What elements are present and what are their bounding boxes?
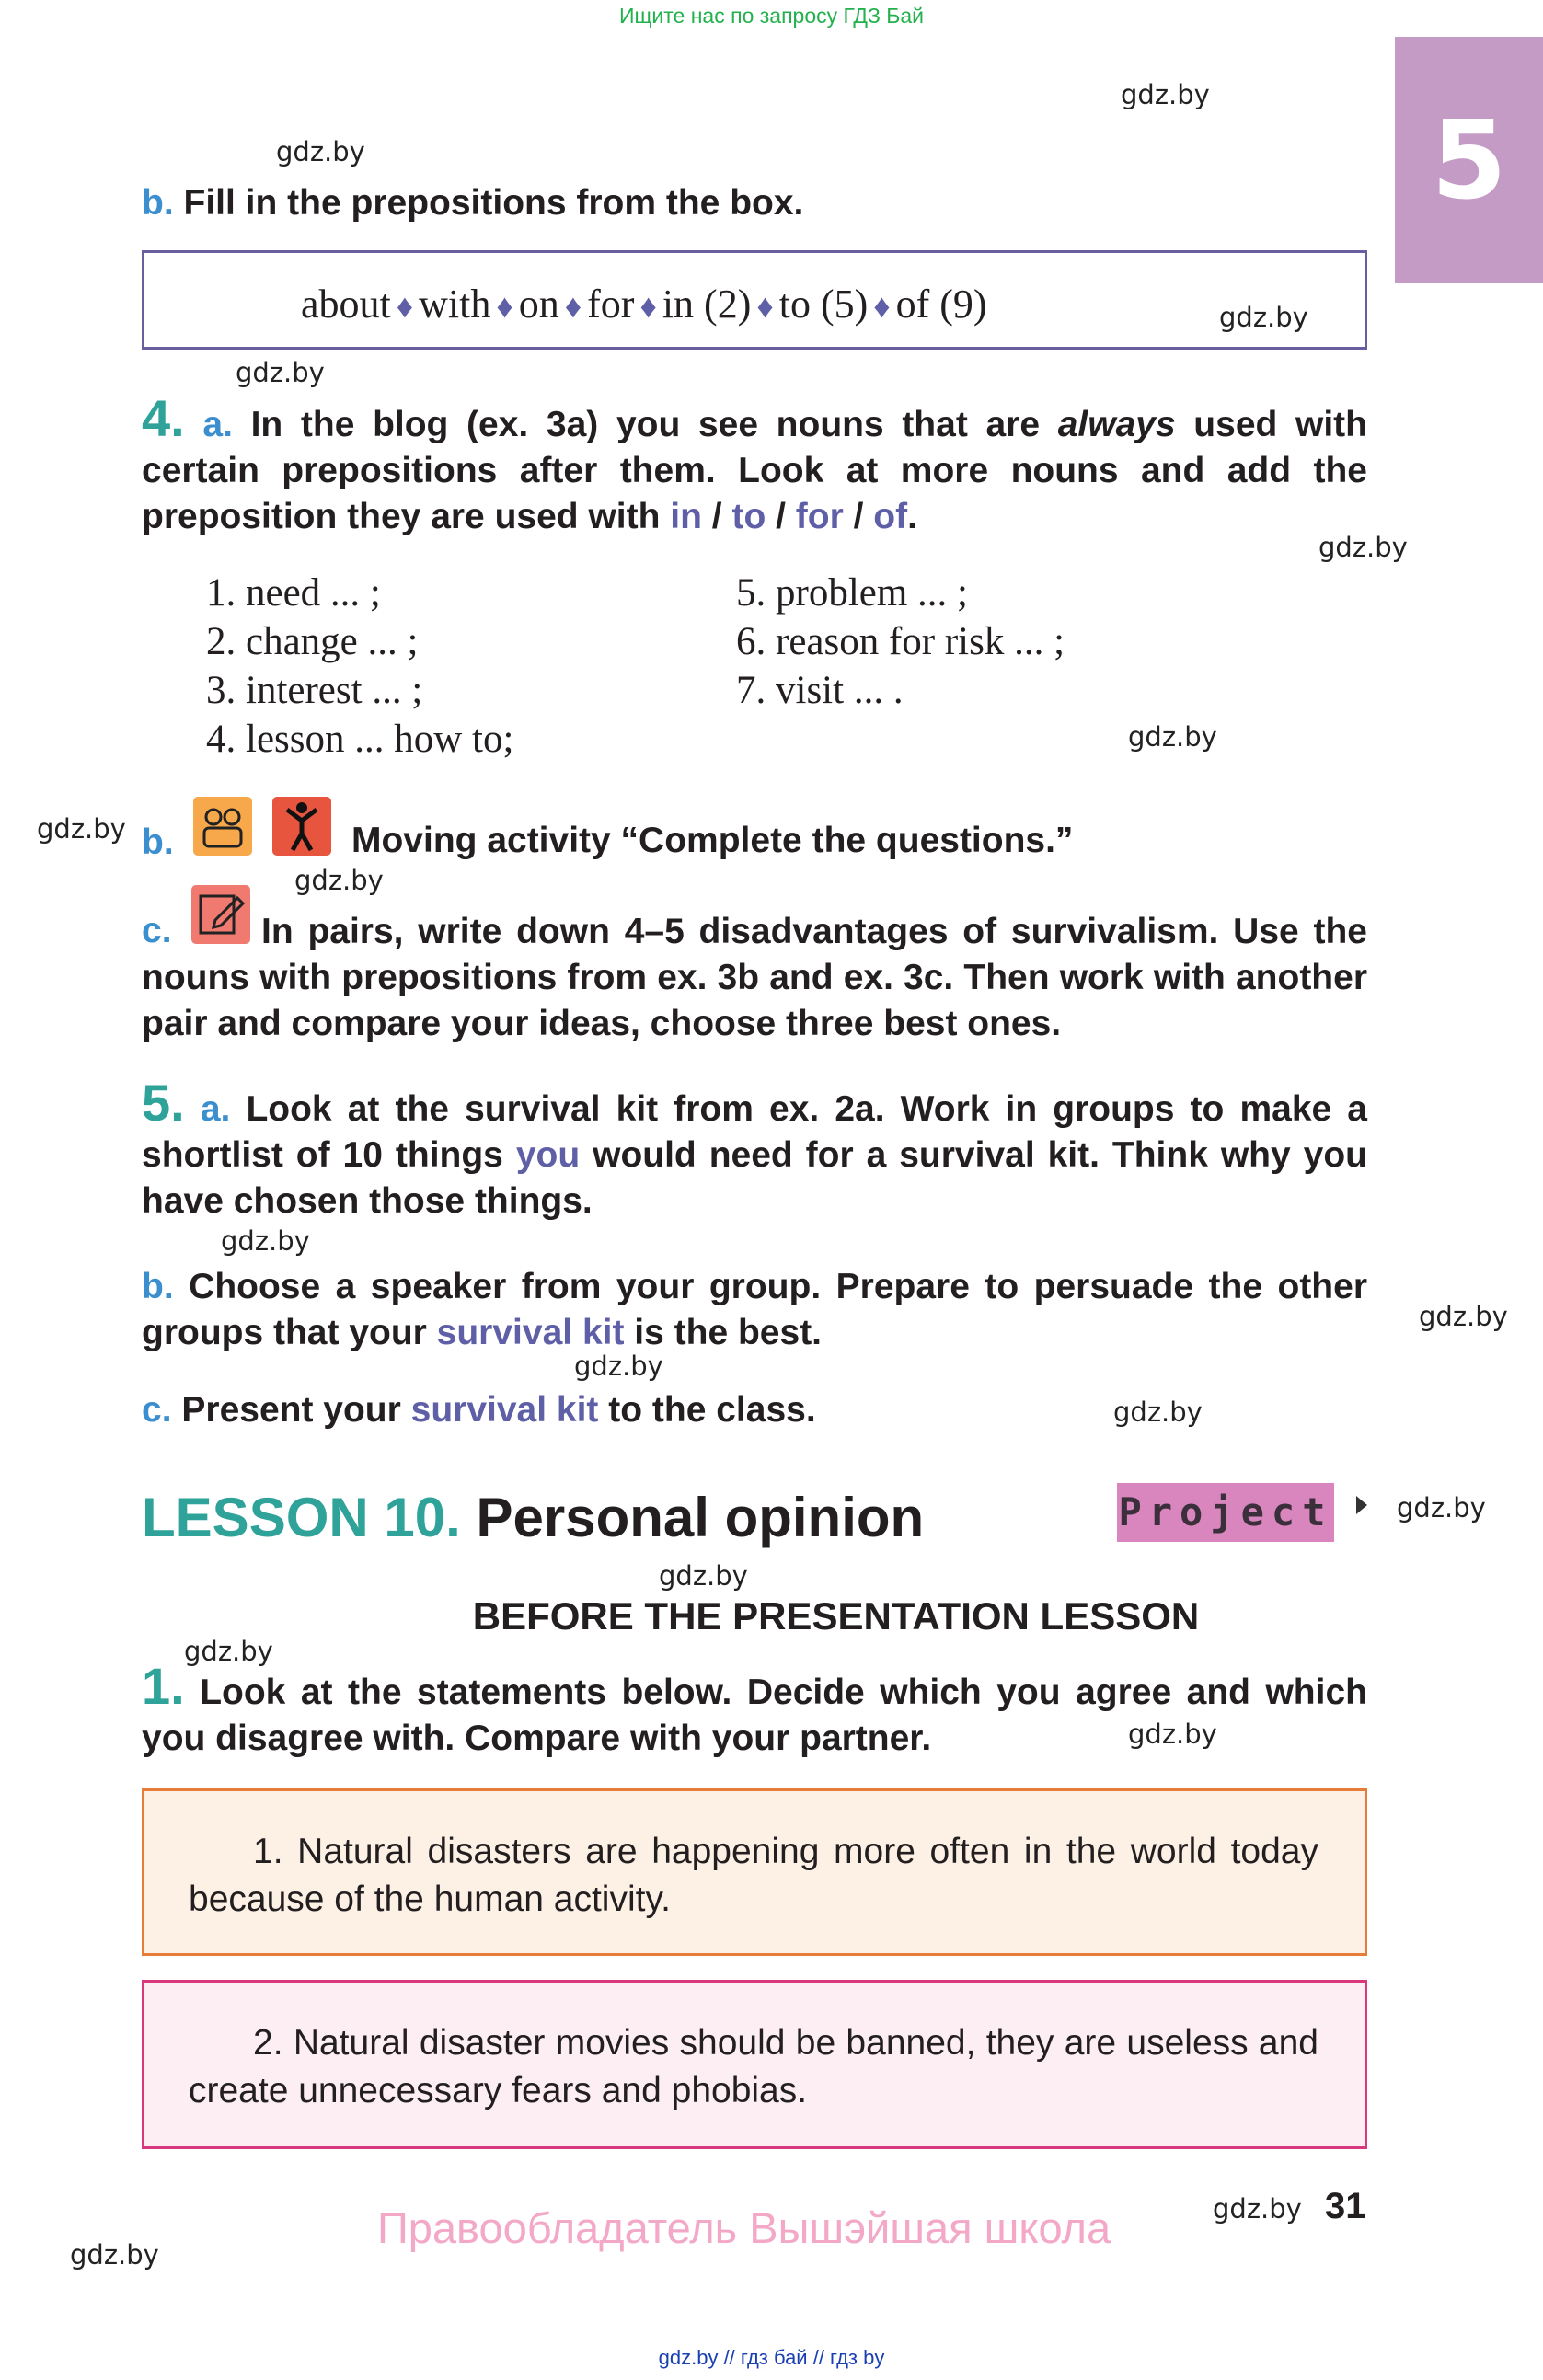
exercise-5c (142, 1387, 1367, 1433)
watermark: gdz.by (1128, 721, 1217, 753)
watermark: gdz.by (1397, 1492, 1486, 1523)
task-text: Fill in the prepositions from the box. (183, 183, 804, 223)
preposition-box (142, 250, 1367, 350)
list-item: 3. interest ... ; (206, 669, 423, 712)
lesson-title: Personal opinion (476, 1487, 925, 1548)
highlight-in: in (670, 497, 702, 536)
highlight-of: of (873, 497, 908, 536)
watermark: gdz.by (659, 1560, 748, 1592)
task-letter: b. (142, 1267, 174, 1306)
watermark: gdz.by (1419, 1301, 1508, 1332)
diamond-separator: ♦ (564, 288, 582, 325)
period: . (907, 497, 917, 536)
box-word: on (518, 282, 559, 327)
group-icon (193, 797, 252, 856)
slash: / (766, 497, 796, 536)
exercise-3b (142, 180, 1367, 226)
highlight-text: survival kit (410, 1390, 599, 1430)
statement-card (142, 1980, 1367, 2149)
task-text: In pairs, write down 4–5 disadvantages of survivalism. Use the nouns with prepositions from ex. 3b and ex. 3c. Then work with another pair and compare your ideas, choose three best ones. (142, 912, 1367, 1043)
list-item: 4. lesson ... how to; (206, 718, 514, 761)
top-ad-link[interactable]: Ищите нас по запросу ГДЗ Бай (618, 4, 925, 28)
task-text: would need for a survival kit. Think why you have chosen those things. (142, 1135, 1367, 1221)
bottom-links[interactable]: gdz.by // гдз бай // гдз by (658, 2346, 885, 2369)
watermark: gdz.by (236, 357, 325, 388)
list-item: 6. reason for risk ... ; (736, 620, 1065, 663)
task-text: Look at the statements below. Decide which you agree and which you disagree with. Compare with your partner. (142, 1673, 1367, 1758)
list-item: 2. change ... ; (206, 620, 419, 663)
diamond-separator: ♦ (756, 288, 774, 325)
box-word: to (5) (778, 282, 869, 327)
exercise-5b (142, 1264, 1367, 1356)
highlight-text: survival kit (436, 1313, 625, 1352)
box-word: for (587, 282, 635, 327)
highlight-text: you (515, 1135, 581, 1175)
exercise-number: 5. (142, 1074, 185, 1132)
arrow-right-icon (1356, 1496, 1367, 1514)
lesson-heading (142, 1486, 924, 1549)
task-letter: c. (142, 1390, 172, 1430)
watermark: gdz.by (574, 1351, 663, 1382)
diamond-separator: ♦ (396, 288, 414, 325)
task-text: Look at the survival kit from ex. 2a. Work in groups to make a shortlist of 10 things (142, 1089, 1367, 1175)
task-letter: b. (142, 183, 174, 223)
lesson-number: LESSON 10. (142, 1487, 461, 1548)
slash: / (701, 497, 732, 536)
diamond-separator: ♦ (873, 288, 891, 325)
unit-tab: 5 (1395, 37, 1543, 283)
page-number: 31 (1325, 2186, 1366, 2226)
highlight-to: to (731, 497, 766, 536)
noun-list-right (736, 569, 1065, 715)
diamond-separator: ♦ (639, 288, 657, 325)
task-text: In the blog (ex. 3a) you see nouns that are (250, 405, 1058, 444)
box-word: about (301, 282, 391, 327)
watermark: gdz.by (1318, 532, 1408, 563)
watermark: gdz.by (1121, 79, 1210, 110)
watermark: gdz.by (70, 2239, 159, 2271)
task-letter: b. (142, 822, 174, 862)
emphasis-text: always (1057, 405, 1176, 444)
exercise-1 (142, 1657, 1367, 1762)
watermark: gdz.by (184, 1636, 273, 1667)
statement-card (142, 1788, 1367, 1956)
list-item: 5. problem ... ; (736, 571, 968, 615)
watermark: gdz.by (221, 1225, 310, 1257)
exercise-4c (142, 909, 1367, 1047)
watermark: gdz.by (1113, 1397, 1203, 1428)
task-letter: a. (200, 1089, 231, 1129)
statement-text: 1. Natural disasters are happening more often in the world today because of the human activity. (189, 1832, 1318, 1919)
box-word: of (9) (895, 282, 987, 327)
statement-text: 2. Natural disaster movies should be banned, they are useless and create unnecessary fears and phobias. (189, 2023, 1318, 2110)
task-letter: a. (202, 405, 233, 444)
watermark: gdz.by (276, 136, 365, 167)
watermark: gdz.by (1213, 2193, 1302, 2225)
diamond-separator: ♦ (496, 288, 513, 325)
watermark: gdz.by (294, 865, 384, 896)
project-badge: Project (1117, 1483, 1334, 1542)
noun-list-left (206, 569, 513, 764)
task-text: used with certain prepositions after them. Look at more nouns and add the preposition they are used with (142, 405, 1367, 536)
list-item: 7. visit ... . (736, 669, 904, 712)
task-text: Choose a speaker from your group. Prepare to persuade the other groups that your (142, 1267, 1367, 1352)
exercise-number: 4. (142, 389, 185, 447)
task-text: to the class. (598, 1390, 816, 1430)
slash: / (843, 497, 874, 536)
copyright-notice: Правообладатель Вышэйшая школа (377, 2203, 1111, 2252)
task-text: Present your (181, 1390, 411, 1430)
task-letter: c. (142, 911, 172, 950)
watermark: gdz.by (1128, 1719, 1217, 1750)
highlight-for: for (795, 497, 844, 536)
box-word: in (2) (662, 282, 752, 327)
watermark: gdz.by (1219, 302, 1308, 333)
exercise-number: 1. (142, 1657, 185, 1715)
box-word: with (419, 282, 491, 327)
list-item: 1. need ... ; (206, 571, 381, 615)
moving-person-icon (272, 797, 331, 856)
section-heading: BEFORE THE PRESENTATION LESSON (472, 1594, 1200, 1638)
task-text: is the best. (624, 1313, 823, 1352)
exercise-5a (142, 1074, 1367, 1224)
task-text: Moving activity “Complete the questions.” (351, 821, 1074, 860)
watermark: gdz.by (37, 813, 126, 845)
exercise-4a (142, 389, 1367, 540)
